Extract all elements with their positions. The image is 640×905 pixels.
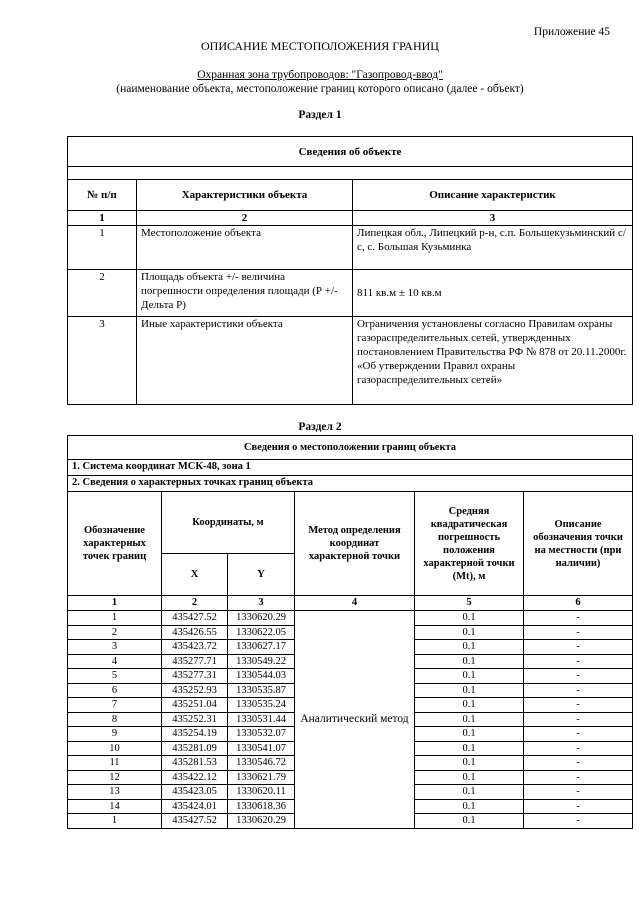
point-y: 1330532.07 (228, 727, 295, 742)
point-y: 1330618.36 (228, 799, 295, 814)
point-accuracy: 0.1 (415, 698, 524, 713)
point-x: 435427.52 (162, 814, 228, 829)
point-accuracy: 0.1 (415, 625, 524, 640)
boundary-points-table (67, 435, 633, 829)
point-accuracy: 0.1 (415, 611, 524, 626)
object-info-title: Сведения об объекте (68, 137, 633, 167)
header-point-description: Описание обозначения точки на местности (при наличии) (524, 492, 633, 596)
point-number: 4 (68, 654, 162, 669)
points-title: 2. Сведения о характерных точках границ объекта (68, 476, 633, 492)
point-x: 435424.01 (162, 799, 228, 814)
row-description: Липецкая обл., Липецкий р-н, с.п. Большекузьминский с/с, с. Большая Кузьминка (353, 226, 633, 270)
method-value: Аналитический метод (295, 611, 415, 829)
section1-label: Раздел 1 (298, 109, 342, 121)
header-x: X (162, 554, 228, 596)
point-description: - (524, 785, 633, 800)
appendix-label: Приложение 45 (533, 26, 610, 38)
spacer-row (68, 167, 633, 180)
point-accuracy: 0.1 (415, 741, 524, 756)
header-y: Y (228, 554, 295, 596)
point-number: 7 (68, 698, 162, 713)
point-number: 14 (68, 799, 162, 814)
col-number: 4 (295, 596, 415, 611)
header-accuracy: Средняя квадратическая погрешность положения характерной точки (Mt), м (415, 492, 524, 596)
point-accuracy: 0.1 (415, 712, 524, 727)
point-description: - (524, 799, 633, 814)
row-number: 3 (68, 317, 137, 405)
point-description: - (524, 611, 633, 626)
col-number: 3 (353, 211, 633, 226)
point-accuracy: 0.1 (415, 727, 524, 742)
point-y: 1330531.44 (228, 712, 295, 727)
point-description: - (524, 640, 633, 655)
point-description: - (524, 654, 633, 669)
row-description: 811 кв.м ± 10 кв.м (353, 270, 633, 317)
point-number: 3 (68, 640, 162, 655)
point-description: - (524, 683, 633, 698)
row-characteristic: Местоположение объекта (137, 226, 353, 270)
header-description: Описание характеристик (353, 180, 633, 211)
point-y: 1330549.22 (228, 654, 295, 669)
point-number: 9 (68, 727, 162, 742)
point-x: 435427.52 (162, 611, 228, 626)
point-y: 1330621.79 (228, 770, 295, 785)
section2-label: Раздел 2 (298, 421, 342, 433)
point-description: - (524, 770, 633, 785)
document-title: ОПИСАНИЕ МЕСТОПОЛОЖЕНИЯ ГРАНИЦ (201, 39, 439, 53)
header-point: Обозначение характерных точек границ (68, 492, 162, 596)
col-number: 2 (137, 211, 353, 226)
point-number: 5 (68, 669, 162, 684)
point-number: 6 (68, 683, 162, 698)
row-number: 1 (68, 226, 137, 270)
point-accuracy: 0.1 (415, 669, 524, 684)
point-y: 1330535.87 (228, 683, 295, 698)
point-y: 1330535.24 (228, 698, 295, 713)
point-x: 435426.55 (162, 625, 228, 640)
point-x: 435251.04 (162, 698, 228, 713)
point-y: 1330620.11 (228, 785, 295, 800)
point-description: - (524, 669, 633, 684)
coordinate-system: 1. Система координат МСК-48, зона 1 (68, 460, 633, 476)
col-number: 6 (524, 596, 633, 611)
row-description: Ограничения установлены согласно Правилам охраны газораспределительных сетей, утвержденных постановлением Правительства РФ № 878 от 20.11.2000г. «Об утверждении Правил охраны газораспределительных сетей» (353, 317, 633, 405)
point-accuracy: 0.1 (415, 640, 524, 655)
point-x: 435422.12 (162, 770, 228, 785)
point-accuracy: 0.1 (415, 799, 524, 814)
row-number: 2 (68, 270, 137, 317)
col-number: 5 (415, 596, 524, 611)
point-row (68, 611, 633, 626)
point-description: - (524, 814, 633, 829)
point-accuracy: 0.1 (415, 814, 524, 829)
point-x: 435252.93 (162, 683, 228, 698)
point-y: 1330622.05 (228, 625, 295, 640)
point-accuracy: 0.1 (415, 683, 524, 698)
point-x: 435281.53 (162, 756, 228, 771)
point-number: 12 (68, 770, 162, 785)
row-characteristic: Иные характеристики объекта (137, 317, 353, 405)
col-number: 1 (68, 596, 162, 611)
point-y: 1330546.72 (228, 756, 295, 771)
point-number: 11 (68, 756, 162, 771)
point-y: 1330544.03 (228, 669, 295, 684)
point-y: 1330620.29 (228, 611, 295, 626)
col-number: 2 (162, 596, 228, 611)
point-x: 435423.72 (162, 640, 228, 655)
row-characteristic: Площадь объекта +/- величина погрешности определения площади (Р +/- Дельта Р) (137, 270, 353, 317)
point-number: 13 (68, 785, 162, 800)
point-accuracy: 0.1 (415, 770, 524, 785)
point-x: 435277.31 (162, 669, 228, 684)
point-number: 1 (68, 611, 162, 626)
point-y: 1330620.29 (228, 814, 295, 829)
point-accuracy: 0.1 (415, 654, 524, 669)
boundary-table-title: Сведения о местоположении границ объекта (68, 436, 633, 460)
point-y: 1330627.17 (228, 640, 295, 655)
point-x: 435281.09 (162, 741, 228, 756)
object-caption: (наименование объекта, местоположение границ которого описано (далее - объект) (116, 83, 524, 95)
object-info-table (67, 136, 633, 405)
point-x: 435277.71 (162, 654, 228, 669)
point-number: 10 (68, 741, 162, 756)
header-method: Метод определения координат характерной точки (295, 492, 415, 596)
header-number: № п/п (68, 180, 137, 211)
point-accuracy: 0.1 (415, 785, 524, 800)
object-name-text: Охранная зона трубопроводов: "Газопровод-ввод" (197, 69, 443, 81)
point-number: 2 (68, 625, 162, 640)
col-number: 1 (68, 211, 137, 226)
point-description: - (524, 756, 633, 771)
point-x: 435423.05 (162, 785, 228, 800)
object-name (0, 69, 640, 81)
header-characteristic: Характеристики объекта (137, 180, 353, 211)
point-description: - (524, 625, 633, 640)
point-x: 435254.19 (162, 727, 228, 742)
point-number: 8 (68, 712, 162, 727)
point-number: 1 (68, 814, 162, 829)
point-description: - (524, 741, 633, 756)
header-coordinates: Координаты, м (162, 492, 295, 554)
point-accuracy: 0.1 (415, 756, 524, 771)
point-y: 1330541.07 (228, 741, 295, 756)
point-description: - (524, 698, 633, 713)
point-description: - (524, 712, 633, 727)
col-number: 3 (228, 596, 295, 611)
point-x: 435252.31 (162, 712, 228, 727)
point-description: - (524, 727, 633, 742)
